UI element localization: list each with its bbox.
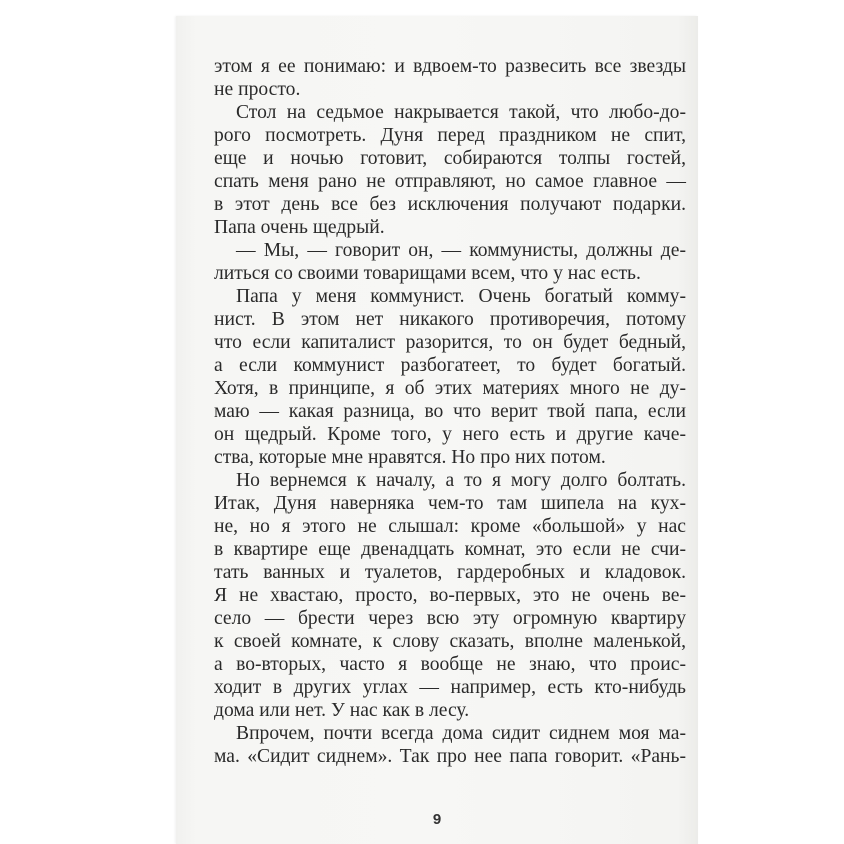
text-line: — Мы, — говорит он, — коммунисты, должны де- — [236, 240, 686, 261]
text-line: Я не хвастаю, просто, во-первых, это не очень ве- — [214, 585, 686, 606]
text-line: Хотя, в принципе, я об этих материях много не ду- — [214, 378, 686, 399]
text-line: он щедрый. Кроме того, у него есть и другие каче- — [214, 424, 686, 445]
text-line: ходит в других углах — например, есть кто-нибудь — [214, 677, 686, 698]
text-line: в квартире еще двенадцать комнат, это если не счи- — [214, 539, 686, 560]
text-line: Впрочем, почти всегда дома сидит сиднем моя ма- — [236, 723, 686, 744]
text-line: Но вернемся к началу, а то я могу долго болтать. — [236, 470, 686, 491]
text-line: этом я ее понимаю: и вдвоем-то развесить все звезды — [214, 56, 686, 77]
text-line: Стол на седьмое накрывается такой, что любо-до- — [236, 102, 686, 123]
text-line: а если коммунист разбогатеет, то будет богатый. — [214, 355, 686, 376]
text-line: что если капиталист разорится, то он будет бедный, — [214, 332, 686, 353]
text-line: дома или нет. У нас как в лесу. — [214, 700, 470, 721]
text-line: спать меня рано не отправляют, но самое главное — — [214, 171, 686, 192]
text-line: еще и ночью готовит, собираются толпы гостей, — [214, 148, 686, 169]
book-page — [176, 16, 698, 844]
text-line: не, но я этого не слышал: кроме «большой» у нас — [214, 516, 686, 537]
text-line: нист. В этом нет никакого противоречия, потому — [214, 309, 686, 330]
text-line: тать ванных и туалетов, гардеробных и кладовок. — [214, 562, 686, 583]
page-number: 9 — [432, 811, 442, 828]
text-line: не просто. — [214, 79, 301, 100]
text-line: село — брести через всю эту огромную квартиру — [214, 608, 686, 629]
text-line: а во-вторых, часто я вообще не знаю, что проис- — [214, 654, 686, 675]
text-line: рого посмотреть. Дуня перед праздником не спит, — [214, 125, 686, 146]
text-line: литься со своими товарищами всем, что у нас есть. — [214, 263, 641, 284]
text-line: маю — какая разница, во что верит твой папа, если — [214, 401, 686, 422]
text-line: в этот день все без исключения получают подарки. — [214, 194, 686, 215]
text-line: Папа у меня коммунист. Очень богатый комму- — [236, 286, 686, 307]
body-text — [214, 55, 686, 768]
text-line: Папа очень щедрый. — [214, 217, 385, 238]
text-line: Итак, Дуня наверняка чем-то там шипела на кух- — [214, 493, 686, 514]
text-line: к своей комнате, к слову сказать, вполне маленькой, — [214, 631, 686, 652]
text-line: ства, которые мне нравятся. Но про них потом. — [214, 447, 606, 468]
text-line: ма. «Сидит сиднем». Так про нее папа говорит. «Рань- — [214, 746, 686, 767]
